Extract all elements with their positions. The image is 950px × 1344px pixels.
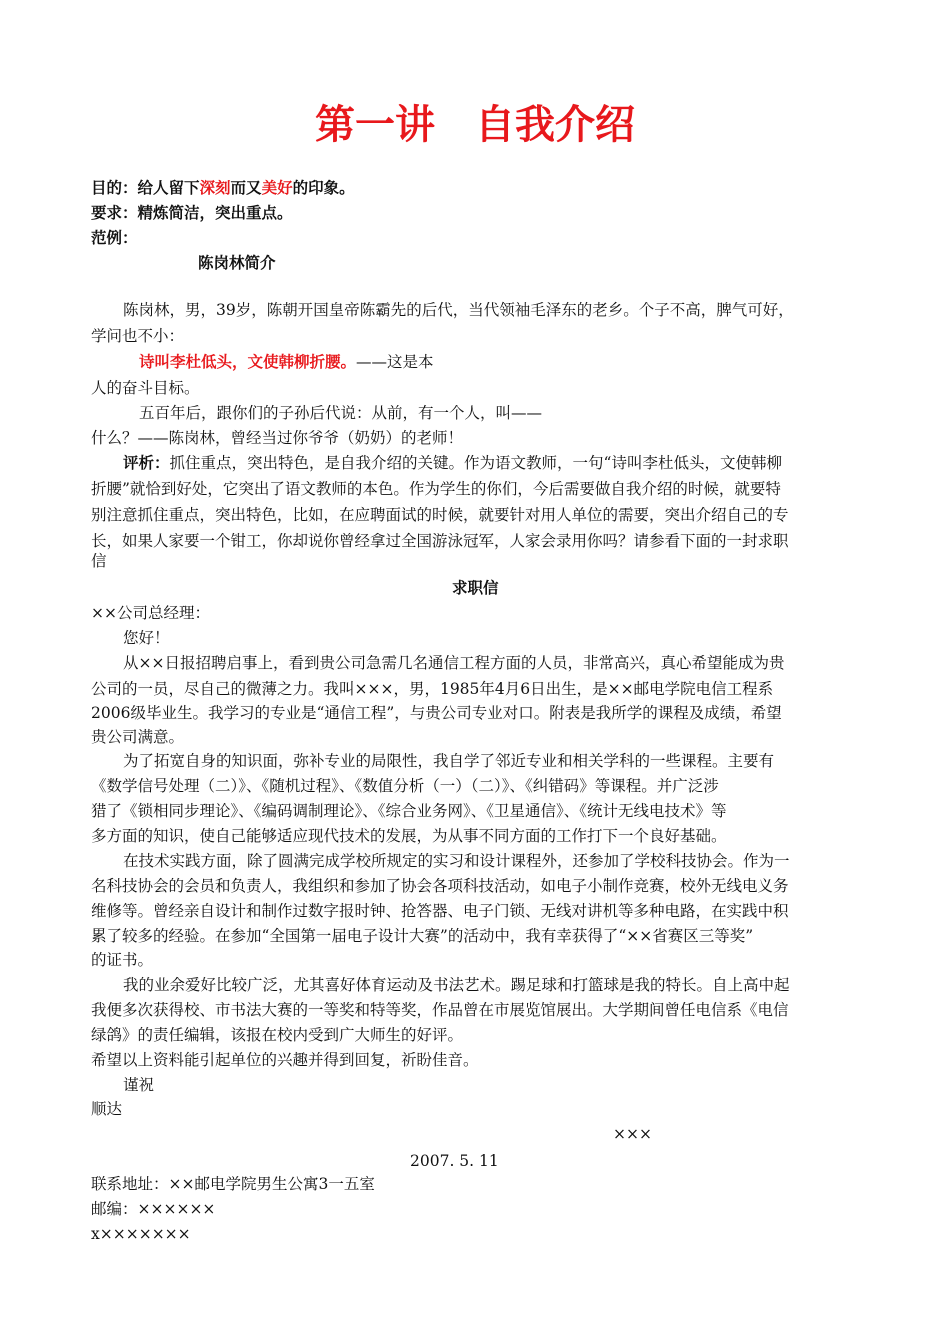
motto-text: 诗叫李杜低头，文使韩柳折腰。 bbox=[139, 353, 357, 371]
letter-date: 2007. 5. 11 bbox=[410, 1152, 499, 1170]
example-para-line: 陈岗林，男，39岁，陈朝开国皇帝陈霸先的后代，当代领袖毛泽东的老乡。个子不高，脾气可好， bbox=[123, 301, 794, 319]
purpose-highlight-1: 深刻 bbox=[199, 179, 231, 197]
letter-line: 名科技协会的会员和负责人，我组织和参加了协会各项科技活动，如电子小制作竞赛，校外无线电义务 bbox=[91, 877, 789, 895]
comment-line: 长，如果人家要一个钳工，你却说你曾经拿过全国游泳冠军，人家会录用你吗？请参看下面的一封求职 bbox=[91, 532, 789, 550]
comment-line: 别注意抓住重点，突出特色，比如，在应聘面试的时候，就要针对用人单位的需要，突出介绍自己的专 bbox=[91, 506, 789, 524]
letter-line: 从××日报招聘启事上，看到贵公司急需几名通信工程方面的人员，非常高兴，真心希望能成为贵 bbox=[123, 654, 785, 672]
letter-line: 累了较多的经验。在参加“全国第一届电子设计大赛”的活动中，我有幸获得了“××省赛区三等奖” bbox=[91, 927, 754, 945]
purpose-line bbox=[91, 178, 355, 198]
contact-postcode: 邮编：×××××× bbox=[91, 1200, 216, 1218]
letter-line: 2006级毕业生。我学习的专业是“通信工程”，与贵公司专业对口。附表是我所学的课程及成绩，希望 bbox=[91, 704, 782, 722]
comment-label: 评析： bbox=[123, 454, 170, 472]
example-para-line: 五百年后，跟你们的子孙后代说：从前，有一个人，叫—— bbox=[139, 404, 543, 422]
letter-line: 我便多次获得校、市书法大赛的一等奖和特等奖，作品曾在市展览馆展出。大学期间曾任电信系《电信 bbox=[91, 1001, 789, 1019]
comment-text: 抓住重点，突出特色，是自我介绍的关键。作为语文教师，一句“诗叫李杜低头，文使韩柳 bbox=[169, 454, 782, 472]
letter-line: 在技术实践方面，除了圆满完成学校所规定的实习和设计课程外，还参加了学校科技协会。作为一 bbox=[123, 852, 790, 870]
letter-line: 的证书。 bbox=[91, 951, 154, 969]
page-title: 第一讲 自我介绍 bbox=[315, 102, 635, 148]
purpose-text-3: 的印象。 bbox=[292, 179, 355, 197]
letter-closing-wish: 希望以上资料能引起单位的兴趣并得到回复，祈盼佳音。 bbox=[91, 1051, 479, 1069]
letter-line: 为了拓宽自身的知识面，弥补专业的局限性，我自学了邻近专业和相关学科的一些课程。主要有 bbox=[123, 752, 775, 770]
letter-line: 《数学信号处理（二）》、《随机过程》、《数值分析（一）（二）》、《纠错码》等课程。并广泛涉 bbox=[91, 777, 719, 795]
example-para-line: 什么？——陈岗林，曾经当过你爷爷（奶奶）的老师！ bbox=[91, 429, 464, 447]
letter-line: 猎了《锁相同步理论》、《编码调制理论》、《综合业务网》、《卫星通信》、《统计无线电技术》等 bbox=[91, 802, 727, 820]
letter-closing-1: 谨祝 bbox=[123, 1076, 155, 1094]
comment-line: 折腰”就恰到好处，它突出了语文教师的本色。作为学生的你们，今后需要做自我介绍的时候，就要特 bbox=[91, 480, 781, 498]
letter-signature: ××× bbox=[613, 1125, 652, 1143]
comment-line bbox=[123, 453, 782, 473]
example-heading: 陈岗林简介 bbox=[198, 254, 276, 272]
motto-tail: ——这是本 bbox=[356, 353, 434, 371]
example-para-line: 学问也不小： bbox=[91, 327, 185, 345]
letter-line: 我的业余爱好比较广泛，尤其喜好体育运动及书法艺术。踢足球和打篮球是我的特长。自上高中起 bbox=[123, 976, 790, 994]
letter-closing-2: 顺达 bbox=[91, 1100, 123, 1118]
purpose-text-2: 而又 bbox=[230, 179, 262, 197]
contact-address: 联系地址：××邮电学院男生公寓3一五室 bbox=[91, 1175, 375, 1193]
purpose-label: 目的： bbox=[91, 179, 138, 197]
example-para-line: 人的奋斗目标。 bbox=[91, 379, 200, 397]
purpose-text-1: 给人留下 bbox=[137, 179, 200, 197]
letter-line: 公司的一员，尽自己的微薄之力。我叫×××，男，1985年4月6日出生，是××邮电学院电信工程系 bbox=[91, 680, 774, 698]
letter-line: 贵公司满意。 bbox=[91, 728, 185, 746]
comment-line: 信 bbox=[91, 552, 107, 570]
contact-phone: x××××××× bbox=[91, 1225, 191, 1243]
letter-heading: 求职信 bbox=[452, 579, 499, 597]
letter-salutation: ××公司总经理： bbox=[91, 604, 210, 622]
example-label: 范例： bbox=[91, 229, 138, 247]
letter-line: 绿鸽》的责任编辑，该报在校内受到广大师生的好评。 bbox=[91, 1026, 464, 1044]
requirement-line: 要求：精炼简洁，突出重点。 bbox=[91, 204, 293, 222]
letter-line: 多方面的知识，使自己能够适应现代技术的发展，为从事不同方面的工作打下一个良好基础。 bbox=[91, 827, 727, 845]
letter-greeting: 您好！ bbox=[123, 629, 170, 647]
letter-line: 维修等。曾经亲自设计和制作过数字报时钟、抢答器、电子门锁、无线对讲机等多种电路，在实践中积 bbox=[91, 902, 789, 920]
purpose-highlight-2: 美好 bbox=[261, 179, 293, 197]
motto-line bbox=[139, 352, 434, 372]
